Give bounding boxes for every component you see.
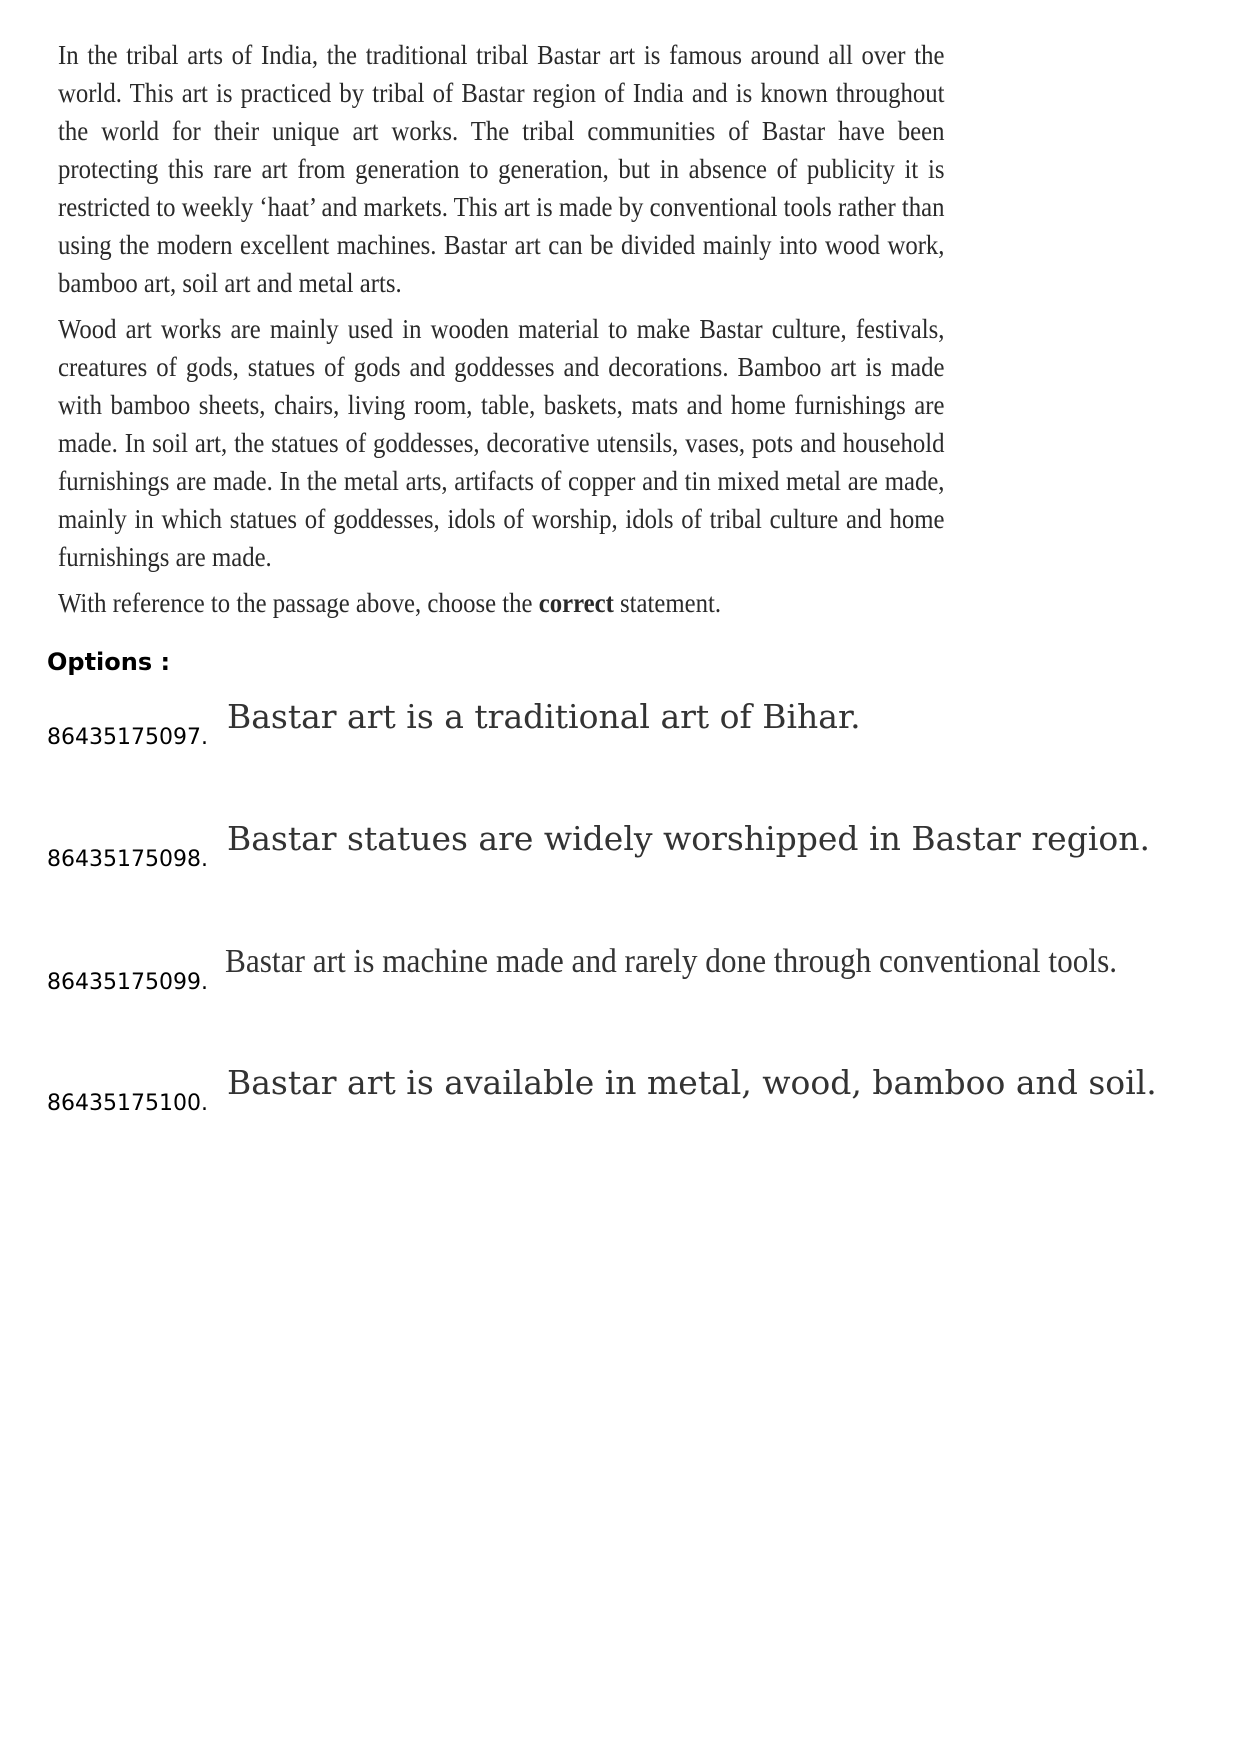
option-text: Bastar art is available in metal, wood, bamboo and soil. bbox=[227, 1063, 1157, 1102]
question-passage bbox=[58, 36, 945, 630]
option-id: 86435175098. bbox=[47, 847, 208, 872]
option-text: Bastar art is a traditional art of Bihar. bbox=[227, 697, 861, 736]
option-1[interactable] bbox=[47, 690, 1197, 750]
question-prefix: With reference to the passage above, choose the bbox=[58, 587, 539, 618]
option-3[interactable] bbox=[47, 935, 1197, 995]
options-label: Options : bbox=[47, 648, 171, 676]
option-id: 86435175097. bbox=[47, 725, 208, 750]
passage-paragraph-2: Wood art works are mainly used in wooden material to make Bastar culture, festivals, creatures of gods, statues of gods and goddesses and decorations. Bamboo art is made with bamboo sheets, chairs, living room, table, baskets, mats and home furnishings are made. In soil art, the statues of goddesses, decorative utensils, vases, pots and household furnishings are made. In the metal arts, artifacts of copper and tin mixed metal are made, mainly in which statues of goddesses, idols of worship, idols of tribal culture and home furnishings are made. bbox=[58, 313, 945, 572]
question-stem bbox=[58, 584, 945, 622]
option-id: 86435175099. bbox=[47, 970, 208, 995]
option-text: Bastar statues are widely worshipped in Bastar region. bbox=[227, 819, 1150, 858]
question-suffix: statement. bbox=[613, 587, 722, 618]
option-id: 86435175100. bbox=[47, 1091, 208, 1116]
option-4[interactable] bbox=[47, 1056, 1197, 1116]
option-text: Bastar art is machine made and rarely done through conventional tools. bbox=[225, 943, 1118, 980]
passage-paragraph-1: In the tribal arts of India, the traditional tribal Bastar art is famous around all over the world. This art is practiced by tribal of Bastar region of India and is known throughout the world for their unique art works. The tribal communities of Bastar have been protecting this rare art from generation to generation, but in absence of publicity it is restricted to weekly ‘haat’ and markets. This art is made by conventional tools rather than using the modern excellent machines. Bastar art can be divided mainly into wood work, bamboo art, soil art and metal arts. bbox=[58, 39, 945, 298]
option-2[interactable] bbox=[47, 812, 1197, 872]
question-emphasis: correct bbox=[538, 587, 614, 618]
